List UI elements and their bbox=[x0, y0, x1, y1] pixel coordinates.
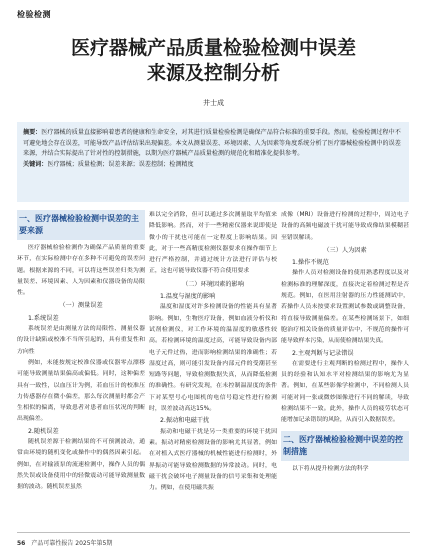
abstract-label: 摘要： bbox=[23, 129, 42, 136]
paragraph: 例如，未能按规定校准仪器或仪器零点漂移可能导致测量结果偏高或偏低。同时，这种偏差具有一致性，以血压计为例，若血压计的校准压力传感器存在微小偏差，那么每次测量时都会产生相似的偏离，导致患者对患者血压状况的判断出现偏差。 bbox=[17, 359, 145, 423]
page-number: 56 bbox=[17, 540, 26, 547]
author: 井士成 bbox=[203, 99, 224, 107]
subsection-heading: （三）人为因素 bbox=[323, 246, 367, 254]
abstract-body: 医疗器械的质量直接影响着患者的健康和生命安全，对其进行质量检验检测是确保产品符合标准的重要手段。然而，检验检测过程中不可避免地会存在误差，可能导致产品评估结果出现偏差。本文从测量误差、环境因素、人为因素等角度系统分析了医疗器械检验检测中的误差来源，并结合实际提出了针对性的控制措施，以期为医疗器械产品质量检测的规范化和精准化提供参考。 bbox=[23, 129, 401, 158]
subsubsection-heading: 2.主观判断与记录错误 bbox=[292, 349, 354, 357]
keywords-body: 医疗器械；质量检测；误差来源；误差控制；检测精度 bbox=[47, 160, 194, 168]
subsubsection-heading: 2.振动和电磁干扰 bbox=[160, 417, 210, 425]
page-footer bbox=[17, 538, 112, 547]
article-title bbox=[0, 36, 427, 86]
title-line-1: 医疗器械产品质量检验检测中误差 bbox=[70, 37, 356, 59]
column-3 bbox=[281, 210, 409, 475]
journal-name: 产品可靠性报告 2025年第5期 bbox=[31, 540, 113, 547]
paragraph: 操作人员对检测设备的使用熟悉程度以及对检测标准的理解深度，直接决定着检测过程是否规范。例如，在医用注射器的压力性能测试中，若操作人员未按要求设置测试参数或调整设备，将直接导致测量偏差。在某些检测场景下，如细胞治疗相关设备的质量评估中，不规范的操作可能导致样本污染，从而使检测结果失真。 bbox=[281, 270, 409, 345]
paragraph: 振动和电磁干扰是另一类重要的环境干扰因素。振动对精密检测设备的影响尤其显著，例如在对植入式医疗器械的机械性能进行检测时，外界振动可能导致检测数据的异常波动。同时，电磁干扰会破坏电子测量设备的信号采集和处理能力。例如，在使用磁共振 bbox=[149, 428, 277, 492]
abstract-text bbox=[23, 128, 403, 160]
keywords-label: 关键词： bbox=[23, 160, 48, 168]
subsubsection-heading: 1.温度与湿度的影响 bbox=[160, 293, 216, 301]
keywords bbox=[23, 160, 403, 171]
section-tag: 检验检测 bbox=[17, 10, 51, 19]
subsubsection-heading: 1.系统误差 bbox=[28, 314, 59, 322]
column-2 bbox=[149, 210, 277, 494]
paragraph: 以下将从提升检测方法的科学 bbox=[292, 465, 369, 472]
paragraph: 医疗器械检验检测作为确保产品质量的重要环节，在实际检测中存在多种不可避免的误差问题。根据来源的不同，可以将这些误差归类为测量误差、环境因素、人为因素和仪器设备的局限性。 bbox=[17, 245, 145, 297]
subsubsection-heading: 1.操作不规范 bbox=[292, 259, 329, 267]
section-heading-2: 二、医疗器械检验检测中误差的控制措施 bbox=[281, 431, 409, 461]
paragraph: 系统误差是由测量方法的局限性、测量仪器的设计缺陷或校准不当所引起的，具有重复性和方向性 bbox=[17, 326, 145, 355]
paragraph: 在需要进行主观判断的检测过程中，操作人员的经验和认知水平对检测结果的影响尤为显著。例如，在某些影像学检测中，不同检测人员可能对同一张或微妙图像进行不同的解读，导致检测结果不一致。此外，操作人员的疲劳状态可能增加记录错误的风险，从而引入数据误差。 bbox=[281, 360, 409, 424]
subsection-heading: （一）测量误差 bbox=[59, 302, 103, 310]
paragraph: 成像（MRI）设备进行检测的过程中，周边电子设备的高频电磁波干扰可能导致成像结果模糊甚至错误解读。 bbox=[281, 212, 409, 241]
paragraph: 难以完全消除，但可以通过多次测量取平均值来降低影响。然而，对于一些精密仪器来说即使是微小的干扰也可能在一定程度上影响结果。因此，对于一些高精度检测仪器要求在操作细节上进行严格控制，并通过统计方法进行评估与校正，这也可能导致仪器不符合使用要求 bbox=[149, 212, 277, 275]
subsubsection-heading: 2.随机误差 bbox=[28, 427, 59, 435]
paragraph: 温度和湿度对许多检测设备的性能具有显著影响。例如，生物医疗设备，例如血液分析仪和试剂检测仪，对工作环境的温湿度的敏感性较高。若检测环境的温度过高，可能导致设备内部电子元件过热，进而影响检测结果的准确性；若湿度过高，则可能引发设备内部元件的受潮甚至短路等问题，导致检测数据失真，从而降低检测的准确性。有研究发现，在未控制温湿度的条件下对某型号心电图机的电信号稳定性进行检测时，误差波动高达15%。 bbox=[149, 304, 277, 413]
column-1 bbox=[17, 210, 145, 494]
abstract-box bbox=[17, 122, 409, 202]
title-line-2: 来源及控制分析 bbox=[146, 62, 280, 84]
paragraph: 随机误差源于检测结果的不可预测波动，通常由环境的随机变化或操作中的偶然因素引起。例如，在对输液泵的流速检测中，操作人员的偶然失误或设备使用中的轻微震动可能导致测量数据的波动。随机误差虽然 bbox=[17, 439, 145, 491]
section-heading-1: 一、医疗器械检验检测中误差的主要来源 bbox=[17, 210, 145, 240]
footer-rule bbox=[17, 532, 410, 533]
subsection-heading: （二）环境因素的影响 bbox=[182, 280, 244, 288]
